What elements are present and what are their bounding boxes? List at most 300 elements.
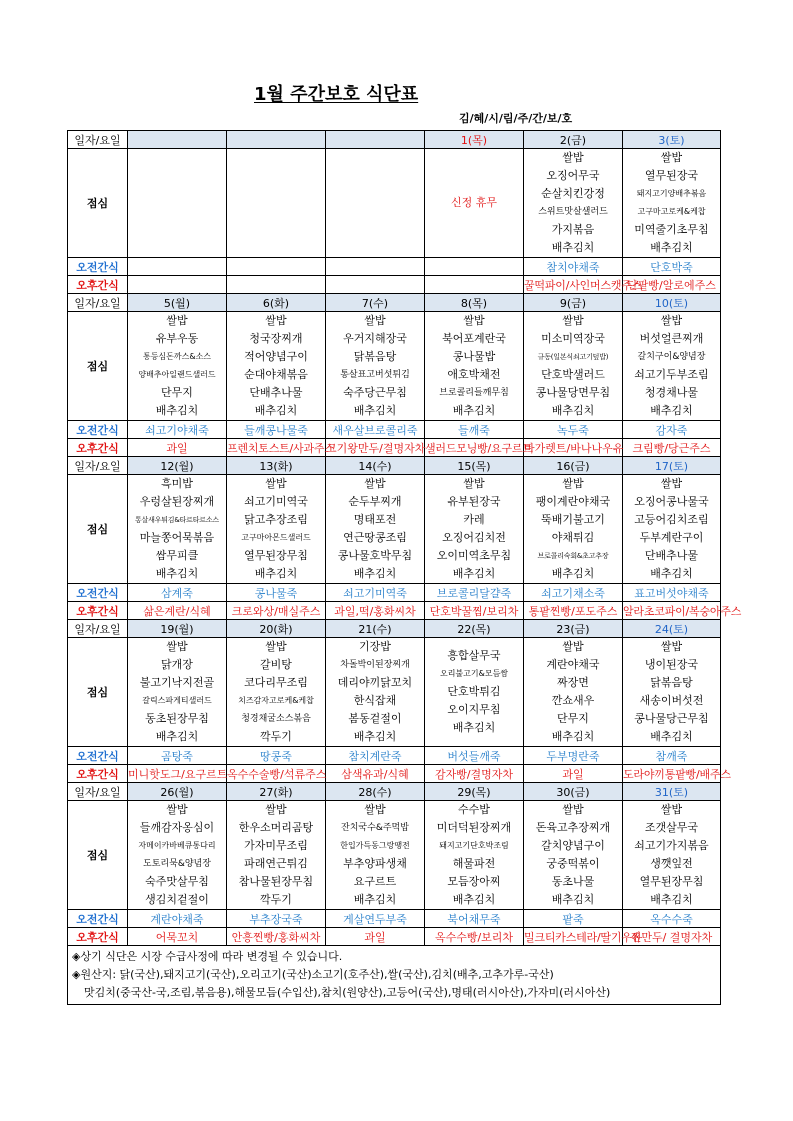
note-line: 맛김치(중국산-국,조림,볶음용),해물모듬(수입산),참치(원양산),고등어(국산),명태(러시아산),가자미(러시아산) (84, 986, 611, 999)
lunch-cell (524, 801, 623, 910)
am-snack-cell: 쇠고기미역죽 (326, 584, 425, 602)
menu-item: 콩나물당면무침 (535, 386, 611, 399)
lunch-row (68, 801, 721, 910)
lunch-cell (623, 312, 721, 421)
menu-item: 쌀밥 (660, 803, 683, 816)
day-label: 일자/요일 (68, 294, 128, 312)
menu-item: 배추김치 (254, 404, 298, 417)
pm-snack-cell (425, 276, 524, 294)
menu-item: 쌀밥 (463, 477, 485, 490)
menu-item: 배추김치 (551, 893, 595, 906)
menu-item: 쌀밥 (660, 314, 683, 327)
menu-item: 배추김치 (452, 567, 496, 580)
menu-item: 열무된장무침 (639, 875, 704, 888)
lunch-cell (326, 149, 425, 258)
menu-item: 쇠고기두부조림 (634, 368, 709, 381)
am-snack-cell: 게살연두부죽 (326, 910, 425, 928)
menu-item: 마늘쫑어묵볶음 (139, 531, 215, 544)
pm-snack-cell: 크로와상/매실주스 (227, 602, 326, 620)
menu-item: 오이지무침 (447, 703, 501, 716)
menu-item: 쌀밥 (265, 640, 287, 653)
am-snack-row (68, 584, 721, 602)
menu-item: 깐쇼새우 (551, 694, 595, 707)
menu-item: 파래연근튀김 (244, 857, 308, 870)
lunch-cell (524, 638, 623, 747)
pm-snack-cell: 고기왕만두/결명자차 (326, 439, 425, 457)
day-header: 29(목) (425, 783, 524, 801)
lunch-cell (425, 475, 524, 584)
menu-item: 쌀밥 (265, 314, 287, 327)
pm-snack-cell: 과일 (524, 765, 623, 783)
menu-item: 데리야끼닭꼬치 (337, 676, 413, 689)
lunch-cell (623, 149, 721, 258)
menu-item: 콩나물당근무침 (634, 712, 709, 725)
menu-item: 쌀밥 (364, 803, 386, 816)
menu-item: 애호박채전 (447, 368, 501, 381)
day-header: 26(월) (128, 783, 227, 801)
menu-item: 숙주맛살무침 (145, 875, 209, 888)
lunch-cell (623, 801, 721, 910)
lunch-row (68, 312, 721, 421)
day-header: 27(화) (227, 783, 326, 801)
menu-item: 배추김치 (650, 241, 693, 254)
am-snack-cell: 콩나물죽 (227, 584, 326, 602)
menu-item: 쌀밥 (562, 640, 584, 653)
am-snack-row (68, 258, 721, 276)
lunch-cell (326, 801, 425, 910)
pm-snack-label: 오후간식 (68, 602, 128, 620)
menu-item: 궁중떡볶이 (546, 857, 600, 870)
pm-snack-label: 오후간식 (68, 439, 128, 457)
menu-item: 배추김치 (650, 893, 693, 906)
am-snack-label: 오전간식 (68, 421, 128, 439)
menu-item: 쌀밥 (660, 640, 683, 653)
menu-item: 배추김치 (551, 567, 595, 580)
lunch-cell (128, 801, 227, 910)
menu-item: 가자미무조림 (244, 839, 308, 852)
pm-snack-cell: 옥수수술빵/석류주스 (227, 765, 326, 783)
menu-item: 유부된장국 (447, 495, 501, 508)
lunch-row (68, 638, 721, 747)
menu-item: 배추김치 (452, 404, 496, 417)
menu-item: 스위트맛살샐러드 (538, 207, 608, 217)
pm-snack-cell: 미니핫도그/요구르트 (128, 765, 227, 783)
menu-item: 쇠고기가지볶음 (634, 839, 709, 852)
pm-snack-cell (128, 276, 227, 294)
menu-item: 갈비탕 (260, 658, 292, 671)
day-header (128, 131, 227, 149)
pm-snack-cell: 크림빵/당근주스 (623, 439, 721, 457)
menu-item: 갈치양념구이 (541, 839, 605, 852)
am-snack-cell: 옥수수죽 (623, 910, 721, 928)
am-snack-cell (128, 258, 227, 276)
menu-item: 북어포계란국 (442, 332, 506, 345)
page-title: 1월 주간보호 식단표 (254, 84, 419, 105)
menu-item: 들깨감자옹심이 (139, 821, 215, 834)
menu-item: 흥합살무국 (447, 649, 501, 662)
am-snack-row (68, 910, 721, 928)
menu-item: 배추김치 (452, 721, 496, 734)
am-snack-cell: 감자죽 (623, 421, 721, 439)
menu-item: 브로콜리들깨무침 (439, 388, 509, 398)
lunch-cell (128, 475, 227, 584)
day-header: 10(토) (623, 294, 721, 312)
menu-item: 단배추나물 (249, 386, 303, 399)
lunch-cell (425, 801, 524, 910)
menu-item: 쌀밥 (166, 640, 188, 653)
menu-item: 깍두기 (260, 730, 292, 743)
week-header-row (68, 620, 721, 638)
menu-item: 수수밥 (458, 803, 490, 816)
day-header: 2(금) (524, 131, 623, 149)
menu-item: 배추김치 (452, 893, 496, 906)
day-header: 8(목) (425, 294, 524, 312)
menu-item: 기장밥 (359, 640, 391, 653)
menu-item: 배추김치 (650, 404, 693, 417)
menu-item: 쌀밥 (265, 803, 287, 816)
am-snack-cell (227, 258, 326, 276)
menu-item: 부추양파생채 (343, 857, 407, 870)
pm-snack-row (68, 602, 721, 620)
menu-item: 쌀밥 (660, 151, 683, 164)
pm-snack-cell: 삼색유과/식혜 (326, 765, 425, 783)
menu-item: 통살새우튀김&타르타르소스 (134, 516, 219, 524)
menu-item: 닭개장 (161, 658, 193, 671)
lunch-cell (524, 149, 623, 258)
am-snack-cell: 부추장국죽 (227, 910, 326, 928)
am-snack-row (68, 421, 721, 439)
menu-item: 쌀밥 (562, 477, 584, 490)
menu-item: 가지볶음 (551, 223, 595, 236)
lunch-cell (425, 149, 524, 258)
am-snack-cell: 두부명란죽 (524, 747, 623, 765)
day-label: 일자/요일 (68, 620, 128, 638)
menu-item: 유부우동 (155, 332, 199, 345)
am-snack-cell (425, 258, 524, 276)
menu-item: 생깻잎전 (650, 857, 693, 870)
pm-snack-cell: 안흥찐빵/홍화씨차 (227, 928, 326, 946)
pm-snack-row (68, 928, 721, 946)
pm-snack-row (68, 765, 721, 783)
lunch-cell (227, 475, 326, 584)
menu-item: 흑미밥 (161, 477, 193, 490)
menu-item: 치즈감자고로케&케찹 (238, 696, 314, 705)
am-snack-cell: 쇠고기채소죽 (524, 584, 623, 602)
am-snack-cell: 팥죽 (524, 910, 623, 928)
menu-item: 배추김치 (551, 404, 595, 417)
menu-table (67, 130, 742, 1005)
menu-item: 쌀밥 (364, 314, 386, 327)
day-header (227, 131, 326, 149)
menu-item: 봄동겉절이 (348, 712, 402, 725)
am-snack-row (68, 747, 721, 765)
menu-item: 미소미역장국 (541, 332, 605, 345)
day-header: 20(화) (227, 620, 326, 638)
lunch-cell (623, 638, 721, 747)
menu-item: 통등심돈까스&소스 (142, 352, 212, 361)
am-snack-cell: 참치야채죽 (524, 258, 623, 276)
menu-item: 동초된장무침 (145, 712, 209, 725)
menu-item: 쌀밥 (265, 477, 287, 490)
am-snack-cell: 브로콜리달걀죽 (425, 584, 524, 602)
am-snack-cell: 참치계란죽 (326, 747, 425, 765)
lunch-cell (227, 801, 326, 910)
menu-item: 배추김치 (650, 730, 693, 743)
menu-item: 배추김치 (551, 241, 595, 254)
am-snack-label: 오전간식 (68, 258, 128, 276)
day-header: 28(수) (326, 783, 425, 801)
menu-item: 배추김치 (353, 730, 397, 743)
pm-snack-cell (326, 276, 425, 294)
pm-snack-cell: 단팥빵/알로에주스 (623, 276, 721, 294)
am-snack-cell (326, 258, 425, 276)
menu-item: 도토리묵&양념장 (143, 859, 211, 869)
am-snack-cell: 녹두죽 (524, 421, 623, 439)
day-header: 24(토) (623, 620, 721, 638)
day-header: 30(금) (524, 783, 623, 801)
menu-item: 고구마고로케&케찹 (637, 207, 706, 216)
menu-item: 돼지고기단호박조림 (439, 841, 509, 850)
pm-snack-cell: 알라초코파이/복숭아주스 (623, 602, 721, 620)
menu-item: 쇠고기미역국 (244, 495, 308, 508)
lunch-cell (128, 638, 227, 747)
menu-item: 배추김치 (155, 730, 199, 743)
lunch-cell (425, 638, 524, 747)
menu-item: 숙주당근무침 (343, 386, 407, 399)
subtitle: 김/혜/시/림/주/간/보/호 (459, 112, 573, 125)
menu-item: 쌀밥 (166, 803, 188, 816)
day-header: 15(목) (425, 457, 524, 475)
am-snack-label: 오전간식 (68, 584, 128, 602)
menu-item: 카레 (463, 513, 485, 526)
menu-item: 우거지해장국 (343, 332, 407, 345)
menu-item: 적어양념구이 (244, 350, 308, 363)
lunch-cell (326, 312, 425, 421)
menu-item: 뚝배기불고기 (541, 513, 605, 526)
menu-item: 조갯살무국 (644, 821, 699, 834)
am-snack-cell: 표고버섯야채죽 (623, 584, 721, 602)
menu-item: 배추김치 (353, 567, 397, 580)
pm-snack-label: 오후간식 (68, 928, 128, 946)
pm-snack-cell: 과일 (326, 928, 425, 946)
day-label: 일자/요일 (68, 131, 128, 149)
menu-item: 청경채나물 (644, 386, 699, 399)
am-snack-cell: 계란야채죽 (128, 910, 227, 928)
week-header-row (68, 457, 721, 475)
pm-snack-cell: 프렌치토스트/사과주스 (227, 439, 326, 457)
am-snack-cell: 단호박죽 (623, 258, 721, 276)
day-header: 3(토) (623, 131, 721, 149)
day-header: 1(목) (425, 131, 524, 149)
am-snack-cell: 들깨죽 (425, 421, 524, 439)
am-snack-cell: 곰탕죽 (128, 747, 227, 765)
menu-item: 한우소머리곰탕 (238, 821, 314, 834)
menu-item: 갈릭스파게티샐러드 (142, 696, 212, 705)
menu-item: 순두부찌개 (348, 495, 402, 508)
menu-item: 배추김치 (254, 567, 298, 580)
menu-item: 미더덕된장찌개 (436, 821, 512, 834)
menu-item: 양배추아일랜드샐러드 (138, 370, 216, 379)
day-header: 13(화) (227, 457, 326, 475)
day-header: 12(월) (128, 457, 227, 475)
menu-item: 규동(일본식쇠고기덮밥) (537, 353, 609, 361)
day-header: 14(수) (326, 457, 425, 475)
lunch-cell (623, 475, 721, 584)
day-header: 9(금) (524, 294, 623, 312)
lunch-label: 점심 (68, 475, 128, 584)
menu-item: 쌀밥 (463, 314, 485, 327)
menu-item: 단무지 (161, 386, 193, 399)
day-header: 22(목) (425, 620, 524, 638)
lunch-cell (227, 312, 326, 421)
menu-item: 버섯얼큰찌개 (639, 332, 704, 345)
pm-snack-cell: 감자빵/결명자차 (425, 765, 524, 783)
menu-item: 오이미역초무침 (436, 549, 512, 562)
day-label: 일자/요일 (68, 783, 128, 801)
menu-item: 단호박샐러드 (541, 368, 605, 381)
menu-item: 배추김치 (155, 567, 199, 580)
menu-item: 쌀밥 (166, 314, 188, 327)
menu-item: 요구르트 (353, 875, 397, 888)
menu-item: 한입가득동그랑땡전 (340, 841, 410, 850)
pm-snack-cell: 도라야끼통팥빵/배주스 (623, 765, 721, 783)
menu-item: 모듬장아찌 (447, 875, 501, 888)
menu-item: 쌀밥 (364, 477, 386, 490)
am-snack-cell: 새우살브로콜리죽 (326, 421, 425, 439)
menu-item: 고구마아몬드샐러드 (241, 533, 311, 542)
pm-snack-cell (227, 276, 326, 294)
day-header: 21(수) (326, 620, 425, 638)
menu-item: 연근땅콩조림 (343, 531, 407, 544)
menu-item: 쌀밥 (562, 314, 584, 327)
menu-item: 통살표고버섯튀김 (340, 370, 410, 380)
pm-snack-cell: 단호박꿀찜/보리차 (425, 602, 524, 620)
menu-item: 생김치겉절이 (145, 893, 209, 906)
menu-item: 배추김치 (155, 404, 199, 417)
day-header: 6(화) (227, 294, 326, 312)
menu-item: 배추김치 (353, 893, 397, 906)
day-header: 16(금) (524, 457, 623, 475)
week-header-row (68, 783, 721, 801)
week-header-row (68, 131, 721, 149)
menu-item: 오징어무국 (546, 169, 600, 182)
menu-item: 오리불고기&모듬쌈 (439, 669, 509, 678)
menu-item: 두부계란구이 (639, 531, 704, 544)
lunch-row (68, 149, 721, 258)
menu-item: 야채튀김 (551, 531, 595, 544)
lunch-label: 점심 (68, 312, 128, 421)
menu-item: 돼지고기양배추볶음 (636, 189, 707, 198)
menu-item: 배추김치 (650, 567, 693, 580)
menu-item: 단배추나물 (644, 549, 699, 562)
menu-item: 갈치구이&양념장 (637, 352, 706, 362)
menu-item: 잔치국수&주먹밥 (341, 823, 409, 833)
lunch-cell (524, 312, 623, 421)
pm-snack-row (68, 276, 721, 294)
menu-item: 배추김치 (551, 730, 595, 743)
pm-snack-cell: 마가렛트/바나나우유 (524, 439, 623, 457)
note-line: ◈원산지: 닭(국산),돼지고기(국산),오리고기(국산)소고기(호주산),쌀(국산),김치(배추,고추가루-국산) (72, 968, 554, 981)
lunch-cell (326, 475, 425, 584)
menu-item: 브로콜리숙회&초고추장 (537, 552, 609, 560)
pm-snack-cell: 꿀떡파이/사인머스캣주스 (524, 276, 623, 294)
am-snack-cell: 쇠고기야채죽 (128, 421, 227, 439)
pm-snack-cell: 찐만두/ 결명자차 (623, 928, 721, 946)
menu-item: 청국장찌개 (249, 332, 303, 345)
am-snack-cell: 참깨죽 (623, 747, 721, 765)
menu-item: 쌀밥 (562, 803, 584, 816)
pm-snack-cell: 삶은계란/식혜 (128, 602, 227, 620)
menu-item: 해물파전 (452, 857, 496, 870)
day-header: 19(월) (128, 620, 227, 638)
pm-snack-cell: 통팥찐빵/포도주스 (524, 602, 623, 620)
menu-item: 닭볶음탕 (353, 350, 397, 363)
day-header: 5(월) (128, 294, 227, 312)
menu-item: 열무된장국 (644, 169, 699, 182)
menu-item: 새송이버섯전 (639, 694, 704, 707)
menu-item: 쌀밥 (660, 477, 683, 490)
menu-item: 계란야채국 (546, 658, 600, 671)
week-header-row (68, 294, 721, 312)
am-snack-label: 오전간식 (68, 910, 128, 928)
menu-item: 순대야채볶음 (244, 368, 308, 381)
am-snack-cell: 땅콩죽 (227, 747, 326, 765)
am-snack-cell: 북어채무죽 (425, 910, 524, 928)
lunch-cell (227, 149, 326, 258)
day-header: 17(토) (623, 457, 721, 475)
menu-item: 콩나물밥 (452, 350, 496, 363)
menu-item: 짜장면 (557, 676, 589, 689)
lunch-cell (425, 312, 524, 421)
pm-snack-cell: 옥수수빵/보리차 (425, 928, 524, 946)
pm-snack-cell: 과일 (128, 439, 227, 457)
pm-snack-label: 오후간식 (68, 276, 128, 294)
menu-item: 청경채굴소스볶음 (241, 714, 311, 724)
day-header: 7(수) (326, 294, 425, 312)
note-line: ◈상기 식단은 시장 수급사정에 따라 변경될 수 있습니다. (72, 950, 343, 963)
menu-item: 냉이된장국 (644, 658, 699, 671)
am-snack-cell: 삼계죽 (128, 584, 227, 602)
pm-snack-row (68, 439, 721, 457)
day-header (326, 131, 425, 149)
menu-item: 코다리무조림 (244, 676, 308, 689)
menu-item: 오징어콩나물국 (634, 495, 709, 508)
menu-item: 순살치킨강정 (541, 187, 605, 200)
menu-item: 참나물된장무침 (238, 875, 314, 888)
menu-item: 배추김치 (353, 404, 397, 417)
menu-item: 깍두기 (260, 893, 292, 906)
pm-snack-cell: 밀크티카스테라/딸기우유 (524, 928, 623, 946)
menu-item: 명태포전 (353, 513, 397, 526)
lunch-cell (128, 149, 227, 258)
menu-item: 고등어김치조림 (634, 513, 709, 526)
lunch-cell (326, 638, 425, 747)
day-header: 31(토) (623, 783, 721, 801)
lunch-cell (128, 312, 227, 421)
menu-item: 팽이계란야채국 (535, 495, 611, 508)
pm-snack-cell: 과일,떡/홍화씨차 (326, 602, 425, 620)
pm-snack-label: 오후간식 (68, 765, 128, 783)
lunch-label: 점심 (68, 801, 128, 910)
day-header: 23(금) (524, 620, 623, 638)
pm-snack-cell: 샐러드모닝빵/요구르트 (425, 439, 524, 457)
lunch-label: 점심 (68, 638, 128, 747)
am-snack-label: 오전간식 (68, 747, 128, 765)
menu-item: 자메이카바베큐통다리 (138, 841, 216, 850)
menu-item: 차돌박이된장찌개 (340, 660, 410, 670)
menu-item: 열무된장무침 (244, 549, 308, 562)
menu-item: 신정 휴무 (450, 196, 497, 209)
